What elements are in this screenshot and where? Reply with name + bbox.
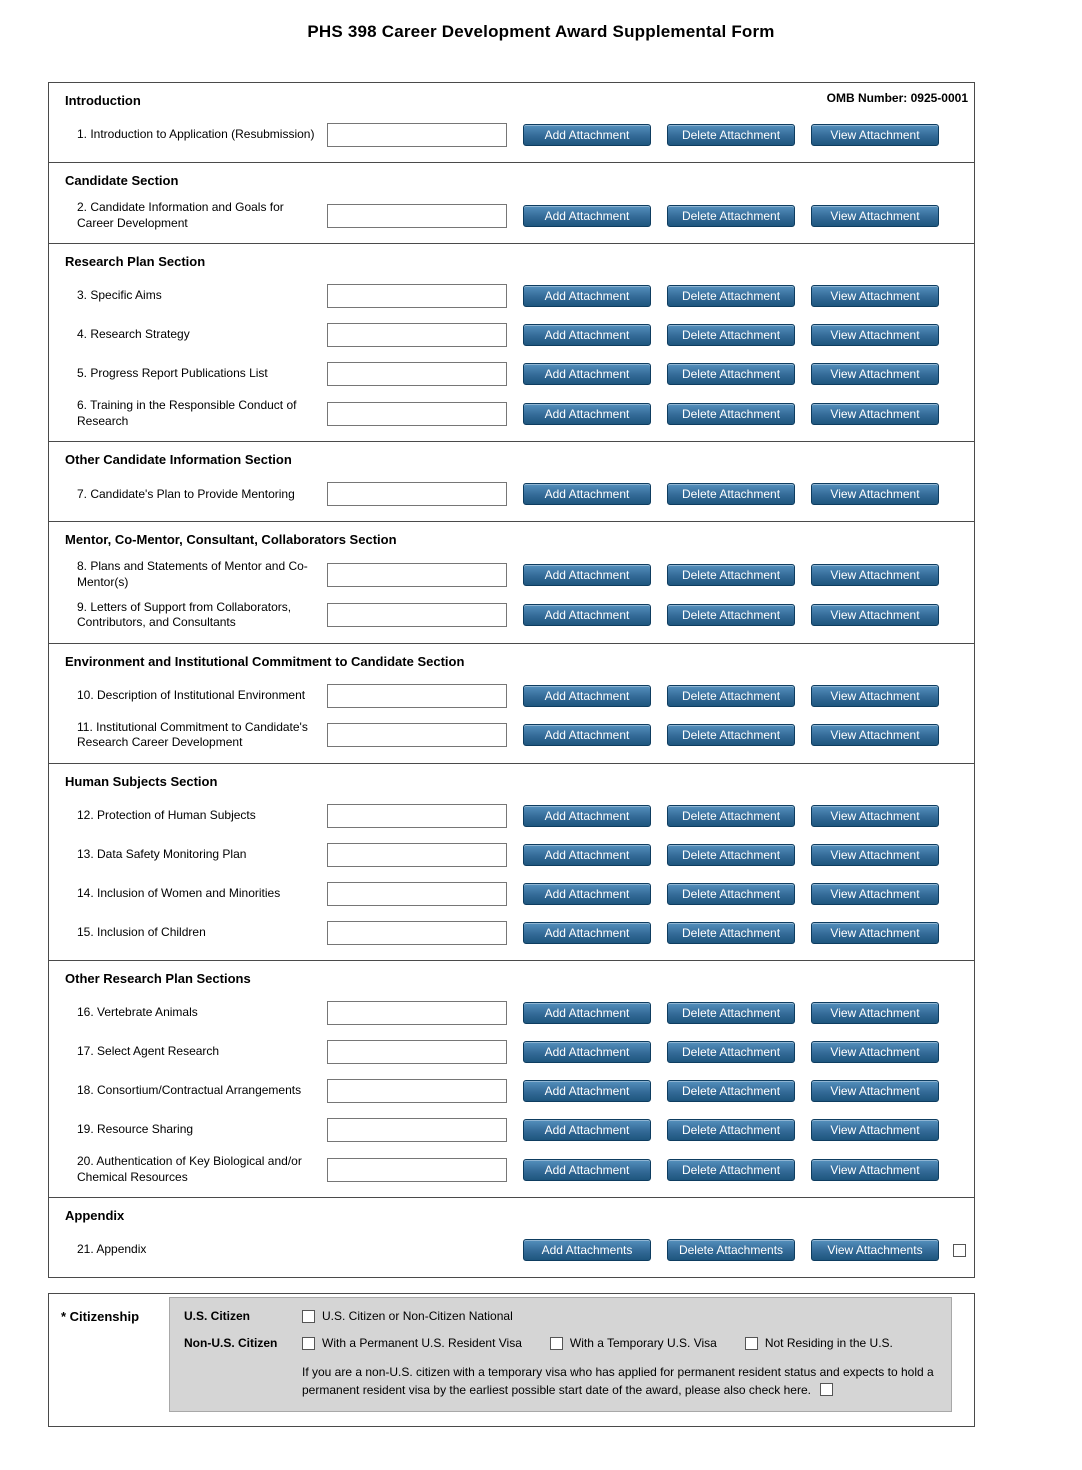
form-item-row xyxy=(77,720,958,751)
delete-attachment-button[interactable]: Delete Attachment xyxy=(667,844,795,866)
item-label: 17. Select Agent Research xyxy=(77,1044,220,1059)
section-heading: Other Candidate Information Section xyxy=(65,452,292,468)
form-item-row xyxy=(77,918,958,948)
not-residing-option xyxy=(745,1336,893,1350)
view-attachment-button[interactable]: View Attachment xyxy=(811,604,939,626)
form-item-row xyxy=(77,840,958,870)
attachment-filename-input[interactable] xyxy=(327,204,507,228)
item-label: 3. Specific Aims xyxy=(77,288,162,303)
attachment-filename-input[interactable] xyxy=(327,1118,507,1142)
form-item-row xyxy=(77,200,958,231)
add-attachment-button[interactable]: Add Attachment xyxy=(523,805,651,827)
form-item-row xyxy=(77,998,958,1028)
attachment-filename-input[interactable] xyxy=(327,284,507,308)
us-citizen-option-label: U.S. Citizen or Non-Citizen National xyxy=(322,1309,513,1324)
section-environment-commitment xyxy=(49,643,974,763)
add-attachment-button[interactable]: Add Attachments xyxy=(523,1239,651,1261)
citizenship-heading: * Citizenship xyxy=(61,1309,140,1325)
attachment-filename-input[interactable] xyxy=(327,323,507,347)
add-attachment-button[interactable]: Add Attachment xyxy=(523,564,651,586)
add-attachment-button[interactable]: Add Attachment xyxy=(523,1002,651,1024)
section-heading: Human Subjects Section xyxy=(65,773,218,789)
permanent-visa-checkbox[interactable] xyxy=(302,1337,315,1350)
delete-attachment-button[interactable]: Delete Attachment xyxy=(667,805,795,827)
view-attachment-button[interactable]: View Attachment xyxy=(811,922,939,944)
add-attachment-button[interactable]: Add Attachment xyxy=(523,205,651,227)
add-attachment-button[interactable]: Add Attachment xyxy=(523,724,651,746)
attachment-filename-input[interactable] xyxy=(327,482,507,506)
item-label: 7. Candidate's Plan to Provide Mentoring xyxy=(77,486,295,501)
section-heading: Environment and Institutional Commitment to Candidate Section xyxy=(65,653,465,669)
view-attachment-button[interactable]: View Attachment xyxy=(811,483,939,505)
item-label: 18. Consortium/Contractual Arrangements xyxy=(77,1083,302,1098)
item-label: 20. Authentication of Key Biological and/or Chemical Resources xyxy=(77,1153,302,1184)
form-item-row xyxy=(77,398,958,429)
form-item-row xyxy=(77,359,958,389)
delete-attachment-button[interactable]: Delete Attachment xyxy=(667,1119,795,1141)
section-mentor-collaborators xyxy=(49,521,974,642)
form-item-row xyxy=(77,879,958,909)
section-heading: Candidate Section xyxy=(65,173,179,188)
add-attachment-button[interactable]: Add Attachment xyxy=(523,124,651,146)
section-human-subjects xyxy=(49,763,974,960)
section-heading: Research Plan Section xyxy=(65,254,206,270)
page-title: PHS 398 Career Development Award Supplemental Form xyxy=(307,22,775,41)
delete-attachment-button[interactable]: Delete Attachment xyxy=(667,724,795,746)
add-attachment-button[interactable]: Add Attachment xyxy=(523,1080,651,1102)
item-label: 11. Institutional Commitment to Candidate's Research Career Development xyxy=(77,719,308,750)
add-attachment-button[interactable]: Add Attachment xyxy=(523,604,651,626)
add-attachment-button[interactable]: Add Attachment xyxy=(523,883,651,905)
delete-attachment-button[interactable]: Delete Attachment xyxy=(667,604,795,626)
add-attachment-button[interactable]: Add Attachment xyxy=(523,844,651,866)
form-item-row xyxy=(77,559,958,590)
item-label: 12. Protection of Human Subjects xyxy=(77,808,256,823)
section-other-candidate-information xyxy=(49,441,974,521)
delete-attachment-button[interactable]: Delete Attachment xyxy=(667,564,795,586)
add-attachment-button[interactable]: Add Attachment xyxy=(523,1041,651,1063)
attachment-filename-input[interactable] xyxy=(327,804,507,828)
citizenship-panel xyxy=(169,1297,952,1412)
add-attachment-button[interactable]: Add Attachment xyxy=(523,363,651,385)
add-attachment-button[interactable]: Add Attachment xyxy=(523,403,651,425)
appendix-checkbox[interactable] xyxy=(953,1244,966,1257)
attachment-filename-input[interactable] xyxy=(327,1040,507,1064)
item-label: 16. Vertebrate Animals xyxy=(77,1005,198,1020)
non-us-citizen-row xyxy=(184,1336,937,1350)
delete-attachment-button[interactable]: Delete Attachments xyxy=(667,1239,795,1261)
us-citizen-option xyxy=(302,1309,513,1323)
item-label: 6. Training in the Responsible Conduct of Research xyxy=(77,398,297,428)
us-citizen-label: U.S. Citizen xyxy=(184,1309,251,1324)
temporary-visa-option-label: With a Temporary U.S. Visa xyxy=(569,1336,717,1351)
delete-attachment-button[interactable]: Delete Attachment xyxy=(667,205,795,227)
temporary-visa-option xyxy=(550,1336,717,1350)
view-attachment-button[interactable]: View Attachment xyxy=(811,285,939,307)
attachment-filename-input[interactable] xyxy=(327,603,507,627)
view-attachment-button[interactable]: View Attachment xyxy=(811,1041,939,1063)
delete-attachment-button[interactable]: Delete Attachment xyxy=(667,403,795,425)
attachment-filename-input[interactable] xyxy=(327,843,507,867)
view-attachment-button[interactable]: View Attachment xyxy=(811,124,939,146)
view-attachment-button[interactable]: View Attachment xyxy=(811,883,939,905)
attachment-filename-input[interactable] xyxy=(327,723,507,747)
form-item-row xyxy=(77,1235,958,1265)
delete-attachment-button[interactable]: Delete Attachment xyxy=(667,363,795,385)
delete-attachment-button[interactable]: Delete Attachment xyxy=(667,124,795,146)
view-attachment-button[interactable]: View Attachment xyxy=(811,844,939,866)
delete-attachment-button[interactable]: Delete Attachment xyxy=(667,324,795,346)
us-citizen-row xyxy=(184,1309,937,1323)
item-label: 10. Description of Institutional Environment xyxy=(77,687,306,702)
form-item-row xyxy=(77,801,958,831)
form-item-row xyxy=(77,479,958,509)
delete-attachment-button[interactable]: Delete Attachment xyxy=(667,1002,795,1024)
item-label: 1. Introduction to Application (Resubmission) xyxy=(77,127,315,142)
view-attachment-button[interactable]: View Attachment xyxy=(811,363,939,385)
view-attachment-button[interactable]: View Attachment xyxy=(811,805,939,827)
section-heading: Other Research Plan Sections xyxy=(65,970,251,986)
us-citizen-checkbox[interactable] xyxy=(302,1310,315,1323)
form-item-row xyxy=(77,120,958,150)
not-residing-option-label: Not Residing in the U.S. xyxy=(764,1336,893,1351)
attachment-filename-input[interactable] xyxy=(327,362,507,386)
item-label: 19. Resource Sharing xyxy=(77,1122,194,1137)
permanent-visa-option-label: With a Permanent U.S. Resident Visa xyxy=(322,1336,522,1351)
add-attachment-button[interactable]: Add Attachment xyxy=(523,685,651,707)
attachment-filename-input[interactable] xyxy=(327,1079,507,1103)
attachment-filename-input[interactable] xyxy=(327,1001,507,1025)
add-attachment-button[interactable]: Add Attachment xyxy=(523,1159,651,1181)
form-item-row xyxy=(77,681,958,711)
add-attachment-button[interactable]: Add Attachment xyxy=(523,1119,651,1141)
attachment-filename-input[interactable] xyxy=(327,402,507,426)
attachment-filename-input[interactable] xyxy=(327,684,507,708)
view-attachment-button[interactable]: View Attachment xyxy=(811,724,939,746)
attachment-filename-input[interactable] xyxy=(327,921,507,945)
item-label: 9. Letters of Support from Collaborators, Contributors, and Consultants xyxy=(77,599,292,630)
delete-attachment-button[interactable]: Delete Attachment xyxy=(667,1080,795,1102)
view-attachment-button[interactable]: View Attachment xyxy=(811,685,939,707)
section-heading: Appendix xyxy=(65,1208,125,1224)
citizenship-section xyxy=(48,1293,975,1427)
item-label: 14. Inclusion of Women and Minorities xyxy=(77,886,281,901)
form-item-row xyxy=(77,1037,958,1067)
omb-number: OMB Number: 0925-0001 xyxy=(826,91,968,105)
view-attachment-button[interactable]: View Attachments xyxy=(811,1239,939,1261)
delete-attachment-button[interactable]: Delete Attachment xyxy=(667,883,795,905)
view-attachment-button[interactable]: View Attachment xyxy=(811,403,939,425)
temporary-visa-checkbox[interactable] xyxy=(550,1337,563,1350)
delete-attachment-button[interactable]: Delete Attachment xyxy=(667,483,795,505)
section-candidate xyxy=(49,162,974,243)
delete-attachment-button[interactable]: Delete Attachment xyxy=(667,1041,795,1063)
citizenship-note: If you are a non-U.S. citizen with a temporary visa who has applied for permanent resident status and expects to hold a permanent resident visa by the earliest possible start date of the award, please also check here. xyxy=(302,1365,934,1398)
form-item-row xyxy=(77,1154,958,1185)
view-attachment-button[interactable]: View Attachment xyxy=(811,564,939,586)
section-research-plan xyxy=(49,243,974,441)
section-other-research-plan xyxy=(49,960,974,1197)
permanent-resident-applied-checkbox[interactable] xyxy=(820,1383,833,1396)
view-attachment-button[interactable]: View Attachment xyxy=(811,1159,939,1181)
view-attachment-button[interactable]: View Attachment xyxy=(811,324,939,346)
section-heading: Mentor, Co-Mentor, Consultant, Collaborators Section xyxy=(65,532,397,548)
add-attachment-button[interactable]: Add Attachment xyxy=(523,285,651,307)
delete-attachment-button[interactable]: Delete Attachment xyxy=(667,685,795,707)
form-item-row xyxy=(77,600,958,631)
not-residing-checkbox[interactable] xyxy=(745,1337,758,1350)
item-label: 4. Research Strategy xyxy=(77,327,190,342)
add-attachment-button[interactable]: Add Attachment xyxy=(523,922,651,944)
attachment-filename-input[interactable] xyxy=(327,563,507,587)
permanent-visa-option xyxy=(302,1336,522,1350)
view-attachment-button[interactable]: View Attachment xyxy=(811,1080,939,1102)
delete-attachment-button[interactable]: Delete Attachment xyxy=(667,285,795,307)
item-label: 5. Progress Report Publications List xyxy=(77,366,268,381)
item-label: 13. Data Safety Monitoring Plan xyxy=(77,847,247,862)
section-appendix xyxy=(49,1197,974,1277)
item-label: 21. Appendix xyxy=(77,1242,147,1257)
field-spacer xyxy=(327,1238,507,1262)
form-item-row xyxy=(77,1115,958,1145)
form-item-row xyxy=(77,1076,958,1106)
section-heading: Introduction xyxy=(65,93,141,108)
delete-attachment-button[interactable]: Delete Attachment xyxy=(667,922,795,944)
item-label: 2. Candidate Information and Goals for Career Development xyxy=(77,200,284,230)
citizenship-note-row xyxy=(302,1363,937,1399)
view-attachment-button[interactable]: View Attachment xyxy=(811,205,939,227)
delete-attachment-button[interactable]: Delete Attachment xyxy=(667,1159,795,1181)
view-attachment-button[interactable]: View Attachment xyxy=(811,1119,939,1141)
attachment-filename-input[interactable] xyxy=(327,882,507,906)
attachment-filename-input[interactable] xyxy=(327,1158,507,1182)
main-form xyxy=(48,82,975,1278)
add-attachment-button[interactable]: Add Attachment xyxy=(523,483,651,505)
form-item-row xyxy=(77,320,958,350)
non-us-citizen-label: Non-U.S. Citizen xyxy=(184,1336,278,1351)
item-label: 8. Plans and Statements of Mentor and Co-Mentor(s) xyxy=(77,559,308,589)
form-item-row xyxy=(77,281,958,311)
item-label: 15. Inclusion of Children xyxy=(77,925,206,940)
attachment-filename-input[interactable] xyxy=(327,123,507,147)
add-attachment-button[interactable]: Add Attachment xyxy=(523,324,651,346)
view-attachment-button[interactable]: View Attachment xyxy=(811,1002,939,1024)
